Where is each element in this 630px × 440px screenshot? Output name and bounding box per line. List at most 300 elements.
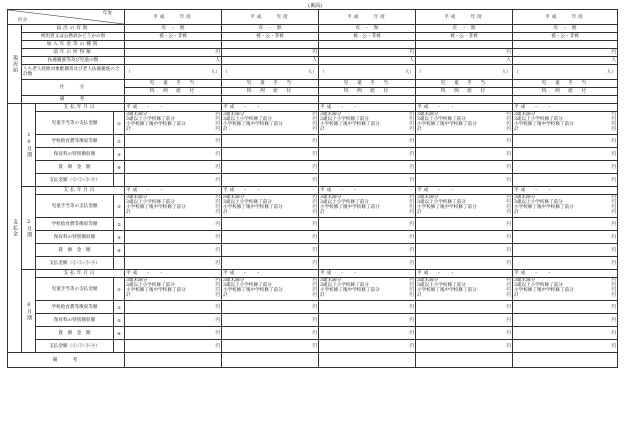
payment-row-no bbox=[114, 174, 125, 187]
payment-amount-field[interactable]: 円 bbox=[416, 174, 513, 187]
payment-row-no: ④ bbox=[114, 244, 125, 257]
yen-unit: 円 bbox=[506, 205, 511, 210]
kubun-option[interactable]: 特 例 給 付 bbox=[125, 88, 222, 96]
dependents-field[interactable]: 人 bbox=[319, 57, 416, 65]
amount-line-label: 3歳未満分 bbox=[126, 195, 148, 200]
yen-unit: 円 bbox=[611, 278, 616, 283]
elderly-field[interactable]: （ 人） bbox=[513, 65, 618, 80]
payment-amount-field[interactable]: 円 bbox=[319, 327, 416, 340]
payment-amount-field[interactable]: 円 bbox=[319, 174, 416, 187]
footer-remarks-field[interactable] bbox=[513, 353, 618, 368]
status-row-label: 加入年金等の種別 bbox=[22, 41, 125, 49]
year-col-2[interactable]: 平成 年度 bbox=[222, 10, 319, 25]
header-diagonal-cell bbox=[8, 10, 125, 25]
amount-line-label: 小学校修了後中学校修了前分 bbox=[223, 122, 283, 127]
yen-unit: 円 bbox=[409, 195, 414, 200]
yen-unit: 円 bbox=[506, 122, 511, 127]
remarks-field[interactable] bbox=[125, 96, 222, 104]
payment-amount-field[interactable]: 円 bbox=[319, 218, 416, 231]
year-col-1[interactable]: 平成 年度 bbox=[125, 10, 222, 25]
payment-row-no: ② bbox=[114, 218, 125, 231]
dependents-field[interactable]: 人 bbox=[513, 57, 618, 65]
pay-date-field[interactable]: 平成 ・ ・ bbox=[125, 270, 222, 278]
yen-unit: 円 bbox=[312, 293, 317, 298]
status-row-label: 前年の所得額 bbox=[22, 49, 125, 57]
amount-line-label: 小学校修了後中学校修了前分 bbox=[320, 205, 380, 210]
yen-unit: 円 bbox=[506, 112, 511, 117]
amount-line-label: 3歳未満分 bbox=[126, 112, 148, 117]
amount-line-label: 3歳未満分 bbox=[320, 112, 342, 117]
amount-line-label: 3歳未満分 bbox=[126, 278, 148, 283]
amount-line-label: 3歳以上小学校修了前分 bbox=[320, 117, 369, 122]
remarks-field[interactable] bbox=[513, 96, 618, 104]
payment-section bbox=[8, 104, 618, 353]
yen-unit: 円 bbox=[215, 288, 220, 293]
pay-date-label: 支払年月日 bbox=[36, 270, 125, 278]
income-field[interactable]: 円 bbox=[125, 49, 222, 57]
dependents-field[interactable]: 人 bbox=[125, 57, 222, 65]
yen-unit: 円 bbox=[215, 283, 220, 288]
amount-line-label: 計 bbox=[514, 127, 519, 132]
payment-amount-field[interactable]: 円 bbox=[513, 231, 618, 244]
kubun-option[interactable]: 児 童 手 当 bbox=[319, 80, 416, 88]
status-row-label: 被用者又は公務員かどうかの別 bbox=[22, 33, 125, 41]
payment-amount-field[interactable]: 円 bbox=[416, 301, 513, 314]
amount-breakdown-field[interactable] bbox=[319, 195, 416, 218]
kubun-option[interactable]: 児 童 手 当 bbox=[416, 80, 513, 88]
status-value[interactable]: 有 ・ 無 bbox=[222, 25, 319, 33]
payment-amount-field[interactable]: 円 bbox=[125, 327, 222, 340]
yen-unit: 円 bbox=[215, 200, 220, 205]
yen-unit: 円 bbox=[611, 195, 616, 200]
period-label: 10月期 bbox=[22, 104, 36, 187]
payment-row-label: 資 源 金 額 bbox=[36, 161, 114, 174]
payment-amount-field[interactable]: 円 bbox=[222, 231, 319, 244]
year-label: 年度 bbox=[102, 11, 112, 16]
amount-line-label: 3歳未満分 bbox=[514, 195, 536, 200]
amount-line-label: 小学校修了後中学校修了前分 bbox=[514, 122, 574, 127]
yen-unit: 円 bbox=[506, 200, 511, 205]
amount-line-label: 3歳以上小学校修了前分 bbox=[223, 117, 272, 122]
pay-date-field[interactable]: 平成 ・ ・ bbox=[319, 104, 416, 112]
payment-amount-field[interactable]: 円 bbox=[125, 135, 222, 148]
amount-breakdown-field[interactable] bbox=[416, 278, 513, 301]
amount-line-label: 計 bbox=[417, 210, 422, 215]
amount-no: ① bbox=[114, 195, 125, 218]
amount-line-label: 3歳未満分 bbox=[320, 195, 342, 200]
yen-unit: 円 bbox=[611, 210, 616, 215]
kubun-option[interactable]: 児 童 手 当 bbox=[222, 80, 319, 88]
yen-unit: 円 bbox=[506, 293, 511, 298]
pay-date-field[interactable]: 平成 ・ ・ bbox=[513, 104, 618, 112]
amount-line-label: 3歳以上小学校修了前分 bbox=[417, 200, 466, 205]
yen-unit: 円 bbox=[506, 195, 511, 200]
kubun-option[interactable]: 児 童 手 当 bbox=[125, 80, 222, 88]
dependents-field[interactable]: 人 bbox=[416, 57, 513, 65]
payment-amount-field[interactable]: 円 bbox=[222, 257, 319, 270]
amount-line-label: 3歳未満分 bbox=[417, 195, 439, 200]
yen-unit: 円 bbox=[611, 200, 616, 205]
status-value[interactable]: 有 ・ 無 bbox=[416, 25, 513, 33]
remarks-field[interactable] bbox=[416, 96, 513, 104]
payment-amount-field[interactable]: 円 bbox=[125, 174, 222, 187]
amount-line-label: 3歳未満分 bbox=[514, 112, 536, 117]
kubun-label: 区分 bbox=[18, 18, 28, 23]
yen-unit: 円 bbox=[611, 283, 616, 288]
amount-breakdown-field[interactable] bbox=[125, 112, 222, 135]
amount-breakdown-field[interactable] bbox=[222, 278, 319, 301]
payment-row-no: ④ bbox=[114, 327, 125, 340]
payment-amount-field[interactable]: 円 bbox=[416, 327, 513, 340]
yen-unit: 円 bbox=[215, 122, 220, 127]
amount-line-label: 計 bbox=[320, 127, 325, 132]
yen-unit: 円 bbox=[215, 127, 220, 132]
yen-unit: 円 bbox=[409, 127, 414, 132]
pay-date-field[interactable]: 平成 ・ ・ bbox=[222, 104, 319, 112]
payment-amount-field[interactable]: 円 bbox=[319, 161, 416, 174]
amount-line-label: 3歳以上小学校修了前分 bbox=[320, 200, 369, 205]
payment-amount-field[interactable]: 円 bbox=[319, 301, 416, 314]
amount-line-label: 3歳以上小学校修了前分 bbox=[514, 117, 563, 122]
amount-line-label: 計 bbox=[223, 127, 228, 132]
pension-type-field[interactable] bbox=[416, 41, 513, 49]
payment-amount-field[interactable]: 円 bbox=[319, 340, 416, 353]
pension-type-field[interactable] bbox=[125, 41, 222, 49]
yen-unit: 円 bbox=[312, 288, 317, 293]
status-row-label: 届出の有無 bbox=[22, 25, 125, 33]
amount-line-label: 計 bbox=[126, 210, 131, 215]
pay-date-field[interactable]: 平成 ・ ・ bbox=[416, 270, 513, 278]
pay-date-field[interactable]: 平成 ・ ・ bbox=[125, 187, 222, 195]
payment-side-label: 支払金 bbox=[8, 104, 22, 353]
payment-row-label: 保育料の特別徴収額 bbox=[36, 314, 114, 327]
status-value[interactable]: 被・公・非被 bbox=[125, 33, 222, 41]
yen-unit: 円 bbox=[215, 210, 220, 215]
dependents-field[interactable]: 人 bbox=[222, 57, 319, 65]
payment-row-label: 学校給食費等徴収等額 bbox=[36, 135, 114, 148]
payment-amount-field[interactable]: 円 bbox=[125, 340, 222, 353]
footer-remarks-field[interactable] bbox=[125, 353, 222, 368]
amount-line-label: 計 bbox=[417, 127, 422, 132]
amount-line-label: 計 bbox=[417, 293, 422, 298]
amount-line-label: 3歳以上小学校修了前分 bbox=[223, 283, 272, 288]
payment-row-label: 支払金額（①-②-③-④） bbox=[36, 174, 114, 187]
yen-unit: 円 bbox=[409, 205, 414, 210]
amount-line-label: 小学校修了後中学校修了前分 bbox=[126, 205, 186, 210]
yen-unit: 円 bbox=[409, 283, 414, 288]
amount-line-label: 小学校修了後中学校修了前分 bbox=[417, 288, 477, 293]
kubun-option[interactable]: 特 例 給 付 bbox=[416, 88, 513, 96]
amount-line-label: 3歳未満分 bbox=[417, 112, 439, 117]
payment-row-no bbox=[114, 257, 125, 270]
payment-row-no: ③ bbox=[114, 148, 125, 161]
amount-line-label: 小学校修了後中学校修了前分 bbox=[223, 205, 283, 210]
payment-row-no: ④ bbox=[114, 161, 125, 174]
amount-no: ① bbox=[114, 278, 125, 301]
payment-amount-field[interactable]: 円 bbox=[222, 218, 319, 231]
amount-line-label: 計 bbox=[223, 293, 228, 298]
pay-date-field[interactable]: 平成 ・ ・ bbox=[416, 187, 513, 195]
footer-remarks-field[interactable] bbox=[416, 353, 513, 368]
year-col-3[interactable]: 平成 年度 bbox=[319, 10, 416, 25]
year-col-5[interactable]: 平成 年度 bbox=[513, 10, 618, 25]
payment-amount-field[interactable]: 円 bbox=[222, 135, 319, 148]
footer-remarks-field[interactable] bbox=[222, 353, 319, 368]
yen-unit: 円 bbox=[215, 205, 220, 210]
remarks-field[interactable] bbox=[222, 96, 319, 104]
payment-row-no bbox=[114, 340, 125, 353]
yen-unit: 円 bbox=[611, 122, 616, 127]
payment-amount-field[interactable]: 円 bbox=[125, 301, 222, 314]
payment-amount-field[interactable]: 円 bbox=[222, 244, 319, 257]
pension-type-field[interactable] bbox=[222, 41, 319, 49]
amount-line-label: 計 bbox=[320, 293, 325, 298]
yen-unit: 円 bbox=[409, 278, 414, 283]
amount-line-label: 3歳以上小学校修了前分 bbox=[417, 117, 466, 122]
amount-line-label: 小学校修了後中学校修了前分 bbox=[514, 205, 574, 210]
yen-unit: 円 bbox=[409, 293, 414, 298]
payment-amount-field[interactable]: 円 bbox=[319, 148, 416, 161]
amount-line-label: 計 bbox=[223, 210, 228, 215]
amount-no: ① bbox=[114, 112, 125, 135]
pension-type-field[interactable] bbox=[513, 41, 618, 49]
amount-line-label: 3歳以上小学校修了前分 bbox=[126, 200, 175, 205]
yen-unit: 円 bbox=[611, 293, 616, 298]
amount-line-label: 3歳未満分 bbox=[514, 278, 536, 283]
remarks-field[interactable] bbox=[319, 96, 416, 104]
payment-amount-field[interactable]: 円 bbox=[416, 244, 513, 257]
payment-amount-field[interactable]: 円 bbox=[513, 327, 618, 340]
kubun-option[interactable]: 特 例 給 付 bbox=[513, 88, 618, 96]
payment-amount-field[interactable]: 円 bbox=[222, 148, 319, 161]
amount-breakdown-field[interactable] bbox=[319, 112, 416, 135]
payment-amount-field[interactable]: 円 bbox=[222, 314, 319, 327]
payment-amount-field[interactable]: 円 bbox=[125, 231, 222, 244]
yen-unit: 円 bbox=[312, 117, 317, 122]
status-value[interactable]: 被・公・非被 bbox=[513, 33, 618, 41]
payment-amount-field[interactable]: 円 bbox=[222, 327, 319, 340]
kubun-row-label: 区 分 bbox=[22, 80, 125, 96]
payment-amount-field[interactable]: 円 bbox=[125, 257, 222, 270]
income-field[interactable]: 円 bbox=[513, 49, 618, 57]
yen-unit: 円 bbox=[312, 200, 317, 205]
elderly-field[interactable]: （ 人） bbox=[319, 65, 416, 80]
amount-line-label: 計 bbox=[514, 210, 519, 215]
payment-amount-field[interactable]: 円 bbox=[513, 257, 618, 270]
payment-amount-field[interactable]: 円 bbox=[513, 340, 618, 353]
kubun-option[interactable]: 特 例 給 付 bbox=[319, 88, 416, 96]
payment-amount-field[interactable]: 円 bbox=[319, 231, 416, 244]
pay-date-field[interactable]: 平成 ・ ・ bbox=[319, 187, 416, 195]
status-value[interactable]: 被・公・非被 bbox=[319, 33, 416, 41]
payment-amount-field[interactable]: 円 bbox=[416, 257, 513, 270]
payment-amount-field[interactable]: 円 bbox=[513, 314, 618, 327]
payment-amount-field[interactable]: 円 bbox=[513, 135, 618, 148]
amount-line-label: 3歳以上小学校修了前分 bbox=[320, 283, 369, 288]
yen-unit: 円 bbox=[409, 288, 414, 293]
amount-label: 児童手当等の支払金額 bbox=[36, 195, 114, 218]
yen-unit: 円 bbox=[215, 112, 220, 117]
amount-line-label: 計 bbox=[514, 293, 519, 298]
payment-amount-field[interactable]: 円 bbox=[513, 161, 618, 174]
yen-unit: 円 bbox=[312, 127, 317, 132]
payment-amount-field[interactable]: 円 bbox=[319, 135, 416, 148]
yen-unit: 円 bbox=[611, 117, 616, 122]
payment-amount-field[interactable]: 円 bbox=[513, 301, 618, 314]
payment-row-label: 支払金額（①-②-③-④） bbox=[36, 340, 114, 353]
status-value[interactable]: 被・公・非被 bbox=[416, 33, 513, 41]
amount-line-label: 計 bbox=[126, 127, 131, 132]
pay-date-label: 支払年月日 bbox=[36, 104, 125, 112]
yen-unit: 円 bbox=[312, 112, 317, 117]
payment-amount-field[interactable]: 円 bbox=[513, 244, 618, 257]
yen-unit: 円 bbox=[506, 127, 511, 132]
amount-line-label: 3歳未満分 bbox=[417, 278, 439, 283]
amount-breakdown-field[interactable] bbox=[125, 278, 222, 301]
income-field[interactable]: 円 bbox=[319, 49, 416, 57]
year-col-4[interactable]: 平成 年度 bbox=[416, 10, 513, 25]
payment-amount-field[interactable]: 円 bbox=[125, 148, 222, 161]
payment-amount-field[interactable]: 円 bbox=[416, 148, 513, 161]
amount-breakdown-field[interactable] bbox=[416, 195, 513, 218]
amount-breakdown-field[interactable] bbox=[319, 278, 416, 301]
yen-unit: 円 bbox=[215, 117, 220, 122]
amount-line-label: 小学校修了後中学校修了前分 bbox=[417, 205, 477, 210]
payment-amount-field[interactable]: 円 bbox=[125, 314, 222, 327]
pay-date-field[interactable]: 平成 ・ ・ bbox=[222, 187, 319, 195]
yen-unit: 円 bbox=[611, 127, 616, 132]
amount-line-label: 3歳未満分 bbox=[320, 278, 342, 283]
payment-amount-field[interactable]: 円 bbox=[416, 340, 513, 353]
payment-row-label: 保育料の特別徴収額 bbox=[36, 231, 114, 244]
payment-amount-field[interactable]: 円 bbox=[513, 218, 618, 231]
status-value[interactable]: 有 ・ 無 bbox=[125, 25, 222, 33]
pay-date-field[interactable]: 平成 ・ ・ bbox=[513, 270, 618, 278]
yen-unit: 円 bbox=[409, 112, 414, 117]
pay-date-field[interactable]: 平成 ・ ・ bbox=[416, 104, 513, 112]
payment-amount-field[interactable]: 円 bbox=[222, 301, 319, 314]
payment-amount-field[interactable]: 円 bbox=[319, 314, 416, 327]
yen-unit: 円 bbox=[312, 210, 317, 215]
income-field[interactable]: 円 bbox=[416, 49, 513, 57]
payment-amount-field[interactable]: 円 bbox=[416, 161, 513, 174]
payment-row-label: 支払金額（①-②-③-④） bbox=[36, 257, 114, 270]
payment-amount-field[interactable]: 円 bbox=[416, 218, 513, 231]
pay-date-field[interactable]: 平成 ・ ・ bbox=[513, 187, 618, 195]
yen-unit: 円 bbox=[409, 117, 414, 122]
payment-amount-field[interactable]: 円 bbox=[319, 257, 416, 270]
payment-amount-field[interactable]: 円 bbox=[416, 135, 513, 148]
amount-line-label: 3歳以上小学校修了前分 bbox=[514, 200, 563, 205]
payment-row-label: 資 源 金 額 bbox=[36, 244, 114, 257]
payment-amount-field[interactable]: 円 bbox=[222, 174, 319, 187]
yen-unit: 円 bbox=[215, 195, 220, 200]
footer-remarks-label: 備 考 bbox=[8, 353, 125, 368]
amount-breakdown-field[interactable] bbox=[513, 278, 618, 301]
elderly-field[interactable]: （ 人） bbox=[222, 65, 319, 80]
payment-amount-field[interactable]: 円 bbox=[319, 244, 416, 257]
amount-line-label: 3歳未満分 bbox=[223, 112, 245, 117]
pay-date-field[interactable]: 平成 ・ ・ bbox=[125, 104, 222, 112]
amount-line-label: 3歳未満分 bbox=[223, 278, 245, 283]
page-label: (裏面) bbox=[308, 3, 322, 9]
payment-amount-field[interactable]: 円 bbox=[125, 161, 222, 174]
kubun-option[interactable]: 児 童 手 当 bbox=[513, 80, 618, 88]
payment-amount-field[interactable]: 円 bbox=[416, 314, 513, 327]
amount-label: 児童手当等の支払金額 bbox=[36, 112, 114, 135]
payment-row-no: ③ bbox=[114, 314, 125, 327]
elderly-field[interactable]: （ 人） bbox=[416, 65, 513, 80]
pay-date-field[interactable]: 平成 ・ ・ bbox=[319, 270, 416, 278]
yen-unit: 円 bbox=[506, 278, 511, 283]
yen-unit: 円 bbox=[409, 122, 414, 127]
yen-unit: 円 bbox=[506, 288, 511, 293]
amount-line-label: 3歳以上小学校修了前分 bbox=[126, 117, 175, 122]
yen-unit: 円 bbox=[506, 283, 511, 288]
amount-breakdown-field[interactable] bbox=[513, 112, 618, 135]
payment-amount-field[interactable]: 円 bbox=[222, 340, 319, 353]
yen-unit: 円 bbox=[215, 293, 220, 298]
amount-breakdown-field[interactable] bbox=[513, 195, 618, 218]
status-value[interactable]: 有 ・ 無 bbox=[319, 25, 416, 33]
payment-row-no: ③ bbox=[114, 231, 125, 244]
yen-unit: 円 bbox=[312, 195, 317, 200]
yen-unit: 円 bbox=[312, 278, 317, 283]
amount-line-label: 3歳以上小学校修了前分 bbox=[126, 283, 175, 288]
payment-amount-field[interactable]: 円 bbox=[222, 161, 319, 174]
footer-remarks-field[interactable] bbox=[319, 353, 416, 368]
status-value[interactable]: 被・公・非被 bbox=[222, 33, 319, 41]
amount-line-label: 小学校修了後中学校修了前分 bbox=[320, 122, 380, 127]
yen-unit: 円 bbox=[312, 122, 317, 127]
pension-type-field[interactable] bbox=[319, 41, 416, 49]
amount-breakdown-field[interactable] bbox=[222, 112, 319, 135]
yen-unit: 円 bbox=[312, 283, 317, 288]
payment-amount-field[interactable]: 円 bbox=[513, 148, 618, 161]
amount-breakdown-field[interactable] bbox=[416, 112, 513, 135]
kubun-option[interactable]: 特 例 給 付 bbox=[222, 88, 319, 96]
yen-unit: 円 bbox=[409, 200, 414, 205]
form-table bbox=[7, 9, 618, 368]
payment-row-label: 保育料の特別徴収額 bbox=[36, 148, 114, 161]
payment-amount-field[interactable]: 円 bbox=[125, 218, 222, 231]
remarks-label: 備 考 bbox=[22, 96, 125, 104]
amount-breakdown-field[interactable] bbox=[125, 195, 222, 218]
payment-amount-field[interactable]: 円 bbox=[513, 174, 618, 187]
status-value[interactable]: 有 ・ 無 bbox=[513, 25, 618, 33]
amount-line-label: 計 bbox=[126, 293, 131, 298]
income-field[interactable]: 円 bbox=[222, 49, 319, 57]
yen-unit: 円 bbox=[506, 117, 511, 122]
yen-unit: 円 bbox=[611, 288, 616, 293]
payment-amount-field[interactable]: 円 bbox=[416, 231, 513, 244]
yen-unit: 円 bbox=[611, 112, 616, 117]
status-row-label: うち老人控除対象配偶者及び老人扶養親族の合計数 bbox=[22, 65, 125, 80]
payment-row-no: ② bbox=[114, 135, 125, 148]
amount-breakdown-field[interactable] bbox=[222, 195, 319, 218]
amount-line-label: 小学校修了後中学校修了前分 bbox=[417, 122, 477, 127]
elderly-field[interactable]: （ 人） bbox=[125, 65, 222, 80]
amount-line-label: 小学校修了後中学校修了前分 bbox=[514, 288, 574, 293]
payment-row-no: ② bbox=[114, 301, 125, 314]
amount-line-label: 3歳以上小学校修了前分 bbox=[223, 200, 272, 205]
payment-amount-field[interactable]: 円 bbox=[125, 244, 222, 257]
amount-line-label: 小学校修了後中学校修了前分 bbox=[320, 288, 380, 293]
pay-date-field[interactable]: 平成 ・ ・ bbox=[222, 270, 319, 278]
amount-line-label: 3歳以上小学校修了前分 bbox=[417, 283, 466, 288]
status-side-label: 現況届 bbox=[8, 25, 22, 104]
payment-row-label: 資 源 金 額 bbox=[36, 327, 114, 340]
